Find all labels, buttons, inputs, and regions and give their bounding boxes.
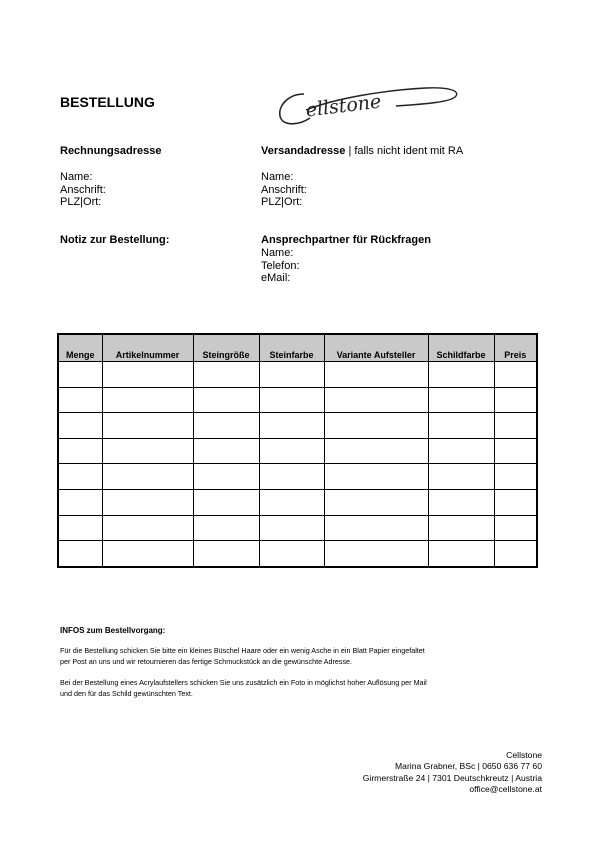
table-cell[interactable] <box>259 515 324 541</box>
table-cell[interactable] <box>428 387 494 413</box>
table-cell[interactable] <box>494 541 537 567</box>
table-cell[interactable] <box>494 387 537 413</box>
table-cell[interactable] <box>259 541 324 567</box>
column-header-article-number: Artikelnummer <box>102 334 193 362</box>
order-table <box>57 333 538 568</box>
column-header-price: Preis <box>494 334 537 362</box>
contact-phone-label: Telefon: <box>261 259 300 272</box>
table-cell[interactable] <box>494 362 537 388</box>
table-row <box>58 489 537 515</box>
footer-person-phone: Marina Grabner, BSc | 0650 636 77 60 <box>395 761 542 772</box>
table-cell[interactable] <box>58 387 102 413</box>
contact-heading: Ansprechpartner für Rückfragen <box>261 234 431 246</box>
table-cell[interactable] <box>58 464 102 490</box>
column-header-stone-color: Steinfarbe <box>259 334 324 362</box>
table-cell[interactable] <box>102 464 193 490</box>
table-cell[interactable] <box>102 541 193 567</box>
footer-company: Cellstone <box>506 750 542 760</box>
shipping-address-label: Anschrift: <box>261 183 307 196</box>
info-line: per Post an uns und wir retournieren das fertige Schmuckstück an die gewünschte Adresse. <box>60 656 353 666</box>
table-cell[interactable] <box>193 489 259 515</box>
svg-text:ellstone: ellstone <box>304 90 383 122</box>
table-header-row <box>58 334 537 362</box>
table-row <box>58 387 537 413</box>
contact-fields <box>261 247 300 285</box>
table-cell[interactable] <box>58 489 102 515</box>
table-cell[interactable] <box>193 387 259 413</box>
table-row <box>58 362 537 388</box>
contact-name-label: Name: <box>261 247 294 259</box>
info-heading: INFOS zum Bestellvorgang: <box>60 626 166 635</box>
table-cell[interactable] <box>193 464 259 490</box>
billing-fields <box>60 171 106 209</box>
table-cell[interactable] <box>58 362 102 388</box>
table-cell[interactable] <box>428 515 494 541</box>
table-cell[interactable] <box>58 438 102 464</box>
table-cell[interactable] <box>494 413 537 439</box>
table-cell[interactable] <box>259 362 324 388</box>
table-row <box>58 438 537 464</box>
column-header-quantity: Menge <box>58 334 102 362</box>
column-header-stand-variant: Variante Aufsteller <box>324 334 428 362</box>
table-cell[interactable] <box>494 515 537 541</box>
table-cell[interactable] <box>494 489 537 515</box>
table-cell[interactable] <box>259 464 324 490</box>
table-row <box>58 464 537 490</box>
billing-heading: Rechnungsadresse <box>60 145 162 157</box>
table-cell[interactable] <box>324 362 428 388</box>
table-cell[interactable] <box>259 387 324 413</box>
table-cell[interactable] <box>58 541 102 567</box>
table-cell[interactable] <box>102 362 193 388</box>
table-cell[interactable] <box>193 413 259 439</box>
table-cell[interactable] <box>259 489 324 515</box>
table-cell[interactable] <box>259 413 324 439</box>
table-cell[interactable] <box>193 362 259 388</box>
order-note-heading: Notiz zur Bestellung: <box>60 234 170 246</box>
footer-email: office@cellstone.at <box>469 784 542 795</box>
table-cell[interactable] <box>102 438 193 464</box>
table-cell[interactable] <box>324 515 428 541</box>
table-cell[interactable] <box>428 541 494 567</box>
footer-contact <box>363 750 542 796</box>
info-paragraph-2 <box>60 678 427 699</box>
shipping-zip-city-label: PLZ|Ort: <box>261 196 303 208</box>
table-cell[interactable] <box>428 438 494 464</box>
table-row <box>58 541 537 567</box>
table-cell[interactable] <box>324 438 428 464</box>
shipping-fields <box>261 171 307 209</box>
contact-email-label: eMail: <box>261 272 291 284</box>
table-cell[interactable] <box>428 362 494 388</box>
table-cell[interactable] <box>428 464 494 490</box>
table-row <box>58 413 537 439</box>
table-cell[interactable] <box>102 413 193 439</box>
cellstone-logo <box>276 80 462 130</box>
table-cell[interactable] <box>324 541 428 567</box>
billing-address-label: Anschrift: <box>60 183 106 196</box>
table-cell[interactable] <box>494 464 537 490</box>
shipping-name-label: Name: <box>261 171 294 183</box>
table-cell[interactable] <box>102 489 193 515</box>
table-cell[interactable] <box>102 387 193 413</box>
table-cell[interactable] <box>324 489 428 515</box>
table-row <box>58 515 537 541</box>
table-cell[interactable] <box>428 489 494 515</box>
table-cell[interactable] <box>494 438 537 464</box>
info-line: Bei der Bestellung eines Acrylaufstellers schicken Sie uns zusätzlich ein Foto in möglichst hoher Auflösung per Mail <box>60 678 427 687</box>
table-cell[interactable] <box>428 413 494 439</box>
shipping-note: | falls nicht ident mit RA <box>345 145 464 157</box>
billing-zip-city-label: PLZ|Ort: <box>60 196 102 208</box>
table-cell[interactable] <box>102 515 193 541</box>
billing-name-label: Name: <box>60 171 93 183</box>
info-line: Für die Bestellung schicken Sie bitte ein kleines Büschel Haare oder ein wenig Asche in ein Blatt Papier eingefaltet <box>60 646 425 655</box>
table-cell[interactable] <box>193 515 259 541</box>
table-cell[interactable] <box>324 464 428 490</box>
table-cell[interactable] <box>193 541 259 567</box>
shipping-heading <box>261 145 463 157</box>
info-paragraph-1 <box>60 646 425 667</box>
column-header-stone-size: Steingröße <box>193 334 259 362</box>
table-cell[interactable] <box>58 515 102 541</box>
shipping-heading-label: Versandadresse <box>261 145 346 157</box>
table-cell[interactable] <box>324 413 428 439</box>
table-cell[interactable] <box>58 413 102 439</box>
page-title: BESTELLUNG <box>60 94 155 110</box>
table-cell[interactable] <box>259 438 324 464</box>
column-header-sign-color: Schildfarbe <box>428 334 494 362</box>
table-cell[interactable] <box>324 387 428 413</box>
order-table-body <box>58 362 537 567</box>
info-line: und den für das Schild gewünschten Text. <box>60 688 193 698</box>
footer-address: Girmerstraße 24 | 7301 Deutschkreutz | Austria <box>362 772 542 783</box>
table-cell[interactable] <box>193 438 259 464</box>
